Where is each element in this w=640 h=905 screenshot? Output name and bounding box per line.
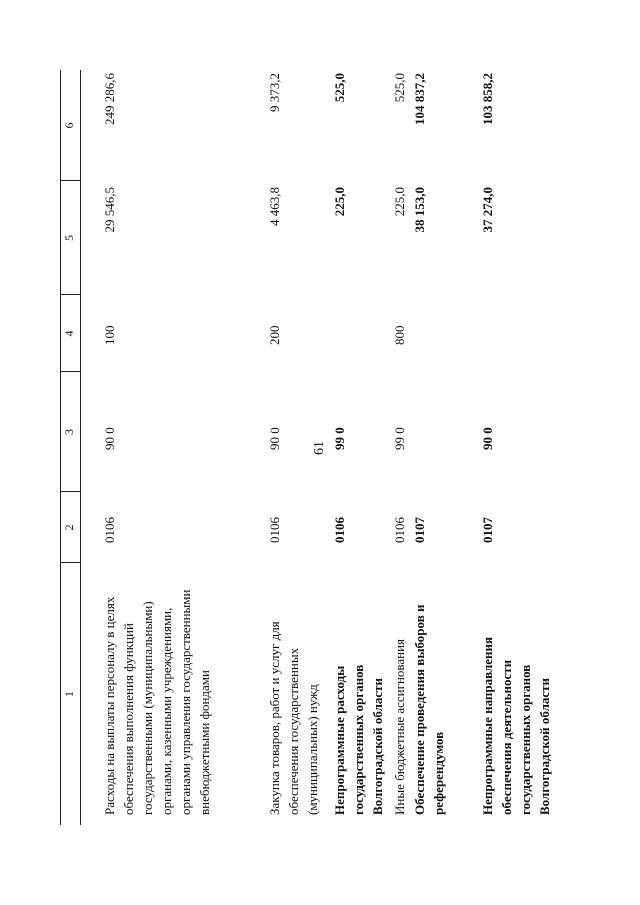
row-name: Непрограммные расходы государственных органов Волгоградской области	[332, 664, 385, 815]
row-value-5: 38 153,0	[412, 187, 427, 233]
row-value-6: 103 858,2	[480, 73, 495, 125]
row-name: Непрограммные направления обеспечения деятельности государственных органов Волгоградской области	[480, 636, 552, 815]
row-value-5: 225,0	[392, 187, 407, 217]
budget-table	[60, 70, 580, 825]
column-header-5: 5	[62, 235, 76, 241]
column-header-6: 6	[62, 122, 76, 129]
row-name: Расходы на выплаты персоналу в целях обеспечения выполнения функций государственными (муниципальными) органами, казенными учреждениями, органами управления государственными внебюджетными фондами	[102, 589, 212, 815]
row-value-6: 104 837,2	[412, 73, 427, 125]
row-target: 90 0	[480, 427, 495, 450]
row-value-6: 249 286,6	[102, 73, 117, 125]
row-code: 0106	[267, 517, 282, 543]
row-name: Закупка товаров, работ и услуг для обеспечения государственных (муниципальных) нужд	[267, 621, 320, 815]
row-value-5: 225,0	[332, 187, 347, 217]
row-code: 0106	[102, 517, 117, 543]
row-name: Иные бюджетные ассигнования	[392, 638, 407, 815]
row-target: 99 0	[332, 427, 347, 450]
row-code: 0107	[480, 517, 495, 543]
row-value-5: 29 546,5	[102, 187, 117, 233]
row-value-5: 4 463,8	[267, 187, 282, 226]
table-header-rule	[80, 70, 81, 825]
row-target: 90 0	[267, 427, 282, 450]
page-number: 61	[312, 441, 327, 455]
row-type: 800	[392, 325, 407, 345]
row-target: 99 0	[392, 427, 407, 450]
row-type: 100	[102, 325, 117, 345]
row-code: 0106	[332, 517, 347, 543]
row-value-6: 9 373,2	[267, 73, 282, 112]
row-value-6: 525,0	[332, 73, 347, 103]
row-type: 200	[267, 325, 282, 345]
row-target: 90 0	[102, 427, 117, 450]
column-header-1: 1	[62, 691, 76, 697]
row-value-5: 37 274,0	[480, 187, 495, 233]
column-header-4: 4	[62, 330, 76, 337]
row-name: Обеспечение проведения выборов и референдумов	[412, 604, 446, 815]
column-header-2: 2	[62, 524, 76, 531]
row-code: 0106	[392, 517, 407, 543]
row-code: 0107	[412, 517, 427, 543]
column-header-3: 3	[62, 429, 76, 435]
row-value-6: 525,0	[392, 73, 407, 103]
table-top-rule	[60, 70, 61, 825]
